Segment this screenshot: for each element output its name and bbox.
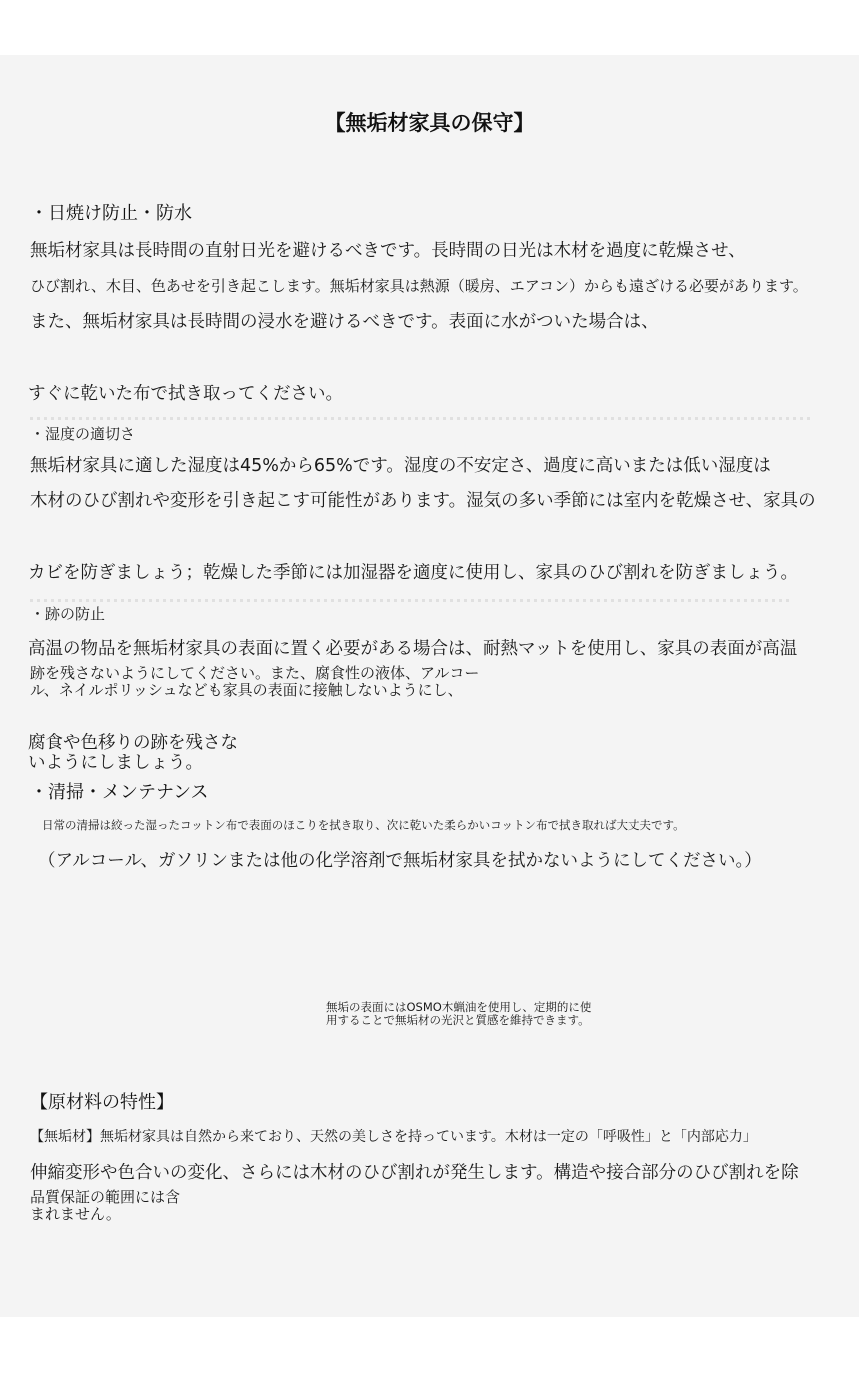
scan-noise-divider bbox=[30, 417, 810, 420]
section-heading-sun: ・日焼け防止・防水 bbox=[30, 203, 192, 224]
osmo-oil-note: 無垢の表面にはOSMO木蝋油を使用し、定期的に使 用することで無垢材の光沢と質感を維持できます。 bbox=[326, 1000, 592, 1028]
sun-paragraph-line-4: すぐに乾いた布で拭き取ってください。 bbox=[28, 384, 343, 404]
marks-paragraph-line-3: 腐食や色移りの跡を残さな いようにしましょう。 bbox=[28, 733, 238, 774]
scan-noise-divider bbox=[30, 599, 790, 602]
material-paragraph-line-2: 伸縮変形や色合いの変化、さらには木材のひび割れが発生します。構造や接合部分のひび割れを除 bbox=[30, 1163, 799, 1183]
humidity-paragraph-line-1: 無垢材家具に適した湿度は45%から65%です。湿度の不安定さ、過度に高いまたは低い湿度は bbox=[30, 456, 771, 476]
section-heading-humidity: ・湿度の適切さ bbox=[30, 425, 136, 443]
section-heading-marks: ・跡の防止 bbox=[30, 605, 106, 623]
sun-paragraph-line-2: ひび割れ、木目、色あせを引き起こします。無垢材家具は熱源（暖房、エアコン）からも遠ざける必要があります。 bbox=[30, 277, 808, 295]
cleaning-paragraph-line-2: （アルコール、ガソリンまたは他の化学溶剤で無垢材家具を拭かないようにしてください。） bbox=[38, 851, 762, 871]
material-paragraph-line-3: 品質保証の範囲には含 まれません。 bbox=[30, 1188, 181, 1224]
sun-paragraph-line-3: また、無垢材家具は長時間の浸水を避けるべきです。表面に水がついた場合は、 bbox=[30, 312, 659, 332]
marks-paragraph-line-1: 高温の物品を無垢材家具の表面に置く必要がある場合は、耐熱マットを使用し、家具の表面が高温 bbox=[28, 639, 798, 659]
section-heading-material: 【原材料の特性】 bbox=[30, 1092, 174, 1113]
page-title: 【無垢材家具の保守】 bbox=[324, 111, 535, 135]
document-panel bbox=[0, 55, 859, 1317]
marks-paragraph-line-2: 跡を残さないようにしてください。また、腐食性の液体、アルコー ル、ネイルポリッシュなども家具の表面に接触しないようにし、 bbox=[30, 664, 480, 700]
humidity-paragraph-line-2: 木材のひび割れや変形を引き起こす可能性があります。湿気の多い季節には室内を乾燥させ、家具の bbox=[30, 491, 816, 511]
cleaning-paragraph-line-1: 日常の清掃は絞った湿ったコットン布で表面のほこりを拭き取り、次に乾いた柔らかいコットン布で拭き取れば大丈夫です。 bbox=[42, 818, 685, 832]
sun-paragraph-line-1: 無垢材家具は長時間の直射日光を避けるべきです。長時間の日光は木材を過度に乾燥させ、 bbox=[30, 241, 746, 261]
material-paragraph-line-1: 【無垢材】無垢材家具は自然から来ており、天然の美しさを持っています。木材は一定の「呼吸性」と「内部応力」 bbox=[30, 1129, 757, 1145]
humidity-paragraph-line-3: カビを防ぎましょう；乾燥した季節には加湿器を適度に使用し、家具のひび割れを防ぎましょう。 bbox=[28, 563, 798, 583]
section-heading-cleaning: ・清掃・メンテナンス bbox=[30, 782, 209, 803]
